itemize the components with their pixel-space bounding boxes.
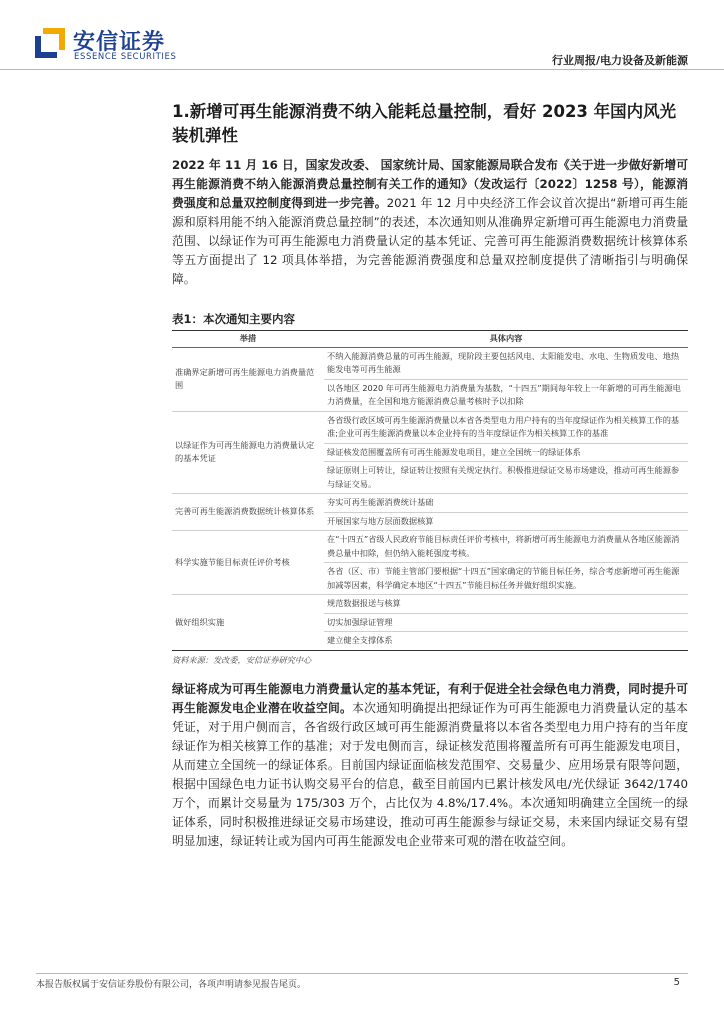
table-header-content: 具体内容 (324, 331, 688, 347)
table-cell-measure: 以绿证作为可再生能源电力消费量认定的基本凭证 (172, 411, 324, 494)
header-divider (0, 69, 724, 70)
main-content (172, 100, 688, 851)
footer-divider (36, 973, 688, 974)
table-cell-measure: 科学实施节能目标责任评价考核 (172, 531, 324, 595)
table-cell-content: 在“十四五”省级人民政府节能目标责任评价考核中，将新增可再生能源电力消费量从各地区能源消费总量中扣除，但仍纳入能耗强度考核。 (324, 531, 688, 563)
table-cell-measure: 做好组织实施 (172, 595, 324, 651)
table-source: 资料来源：发改委，安信证券研究中心 (172, 654, 312, 665)
company-logo (33, 22, 183, 62)
footer-disclaimer: 本报告版权属于安信证券股份有限公司，各项声明请参见报告尾页。 (36, 980, 307, 990)
table-cell-content: 绿证原则上可转让，绿证转让按照有关规定执行。积极推进绿证交易市场建设，推动可再生能源参与绿证交易。 (324, 462, 688, 494)
table-title: 表1：本次通知主要内容 (172, 311, 688, 331)
table-cell-content: 切实加强绿证管理 (324, 613, 688, 632)
table-cell-content: 各省级行政区域可再生能源消费量以本省各类型电力用户持有的当年度绿证作为相关核算工作的基准;企业可再生能源消费量以本企业持有的当年度绿证作为相关核算工作的基准 (324, 411, 688, 443)
table-row (172, 347, 688, 379)
logo-chinese-name: 安信证券 (73, 30, 166, 55)
page-number: 5 (673, 977, 680, 988)
intro-bold-text: 2022 年 11 月 16 日，国家发改委、 国家统计局、国家能源局联合发布《关于进一步做好新增可再生能源消费不纳入能源消费总量控制有关工作的通知》（发改运行〔2022〕1258 号），能源消费强度和总量双控制度得到进一步完善。 (172, 158, 688, 210)
table-cell-measure: 准确界定新增可再生能源电力消费量范围 (172, 347, 324, 411)
report-category: 行业周报/电力设备及新能源 (551, 54, 688, 67)
logo-mark-icon (33, 26, 67, 60)
intro-paragraph (172, 156, 688, 289)
table-row (172, 595, 688, 614)
logo-english-name: ESSENCE SECURITIES (74, 52, 177, 62)
table-cell-measure: 完善可再生能源消费数据统计核算体系 (172, 494, 324, 531)
table-row (172, 494, 688, 513)
table-header-measure: 举措 (172, 331, 324, 347)
table-cell-content: 绿证核发范围覆盖所有可再生能源发电项目，建立全国统一的绿证体系 (324, 443, 688, 462)
table-cell-content: 不纳入能源消费总量的可再生能源，现阶段主要包括风电、太阳能发电、水电、生物质发电、地热能发电等可再生能源 (324, 347, 688, 379)
table-cell-content: 夯实可再生能源消费统计基础 (324, 494, 688, 513)
table-cell-content: 规范数据报送与核算 (324, 595, 688, 614)
table-cell-content: 建立健全支撑体系 (324, 632, 688, 651)
analysis-bold-text: 绿证将成为可再生能源电力消费量认定的基本凭证，有利于促进全社会绿色电力消费，同时提升可再生能源发电企业潜在收益空间。 (172, 681, 688, 715)
table-header-row (172, 331, 688, 347)
table-cell-content: 以各地区 2020 年可再生能源电力消费量为基数，“十四五”期间每年较上一年新增的可再生能源电力消费量，在全国和地方能源消费总量考核时予以扣除 (324, 379, 688, 411)
intro-body-text: 2021 年 12 月中央经济工作会议首次提出“新增可再生能源和原料用能不纳入能源消费总量控制”的表述，本次通知则从准确界定新增可再生能源电力消费量范围、以绿证作为可再生能源电力消费量认定的基本凭证、完善可再生能源消费数据统计核算体系等五方面提出了 12 项具体举措，为完善能源消费强度和总量双控制度提供了清晰指引与明确保障。 (172, 196, 688, 286)
analysis-body-text: 本次通知明确提出把绿证作为可再生能源电力消费量认定的基本凭证，对于用户侧而言，各省级行政区域可再生能源消费量将以本省各类型电力用户持有的当年度绿证作为相关核算工作的基准；对于发电侧而言，绿证核发范围将覆盖所有可再生能源发电项目，从而建立全国统一的绿证体系。目前国内绿证面临核发范围窄、交易量少、应用场景有限等问题，根据中国绿色电力证书认购交易平台的信息，截至目前国内已累计核发风电/光伏绿证 3642/1740 万个，而累计交易量为 175/303 万个，占比仅为 4.8%/17.4%。本次通知明确建立全国统一的绿证体系，同时积极推进绿证交易市场建设，推动可再生能源参与绿证交易，未来国内绿证交易有望明显加速，绿证转让或为国内可再生能源发电企业带来可观的潜在收益空间。 (172, 700, 688, 848)
table-row (172, 411, 688, 443)
table-row (172, 531, 688, 563)
analysis-paragraph (172, 680, 688, 851)
table-cell-content: 各省（区、市）节能主管部门要根据“十四五”国家确定的节能目标任务，综合考虑新增可再生能源加减等因素，科学确定本地区“十四五”节能目标任务并做好组织实施。 (324, 563, 688, 595)
section-title: 1.新增可再生能源消费不纳入能耗总量控制，看好 2023 年国内风光装机弹性 (172, 102, 677, 145)
table-cell-content: 开展国家与地方层面数据核算 (324, 512, 688, 531)
measures-table (172, 331, 688, 651)
